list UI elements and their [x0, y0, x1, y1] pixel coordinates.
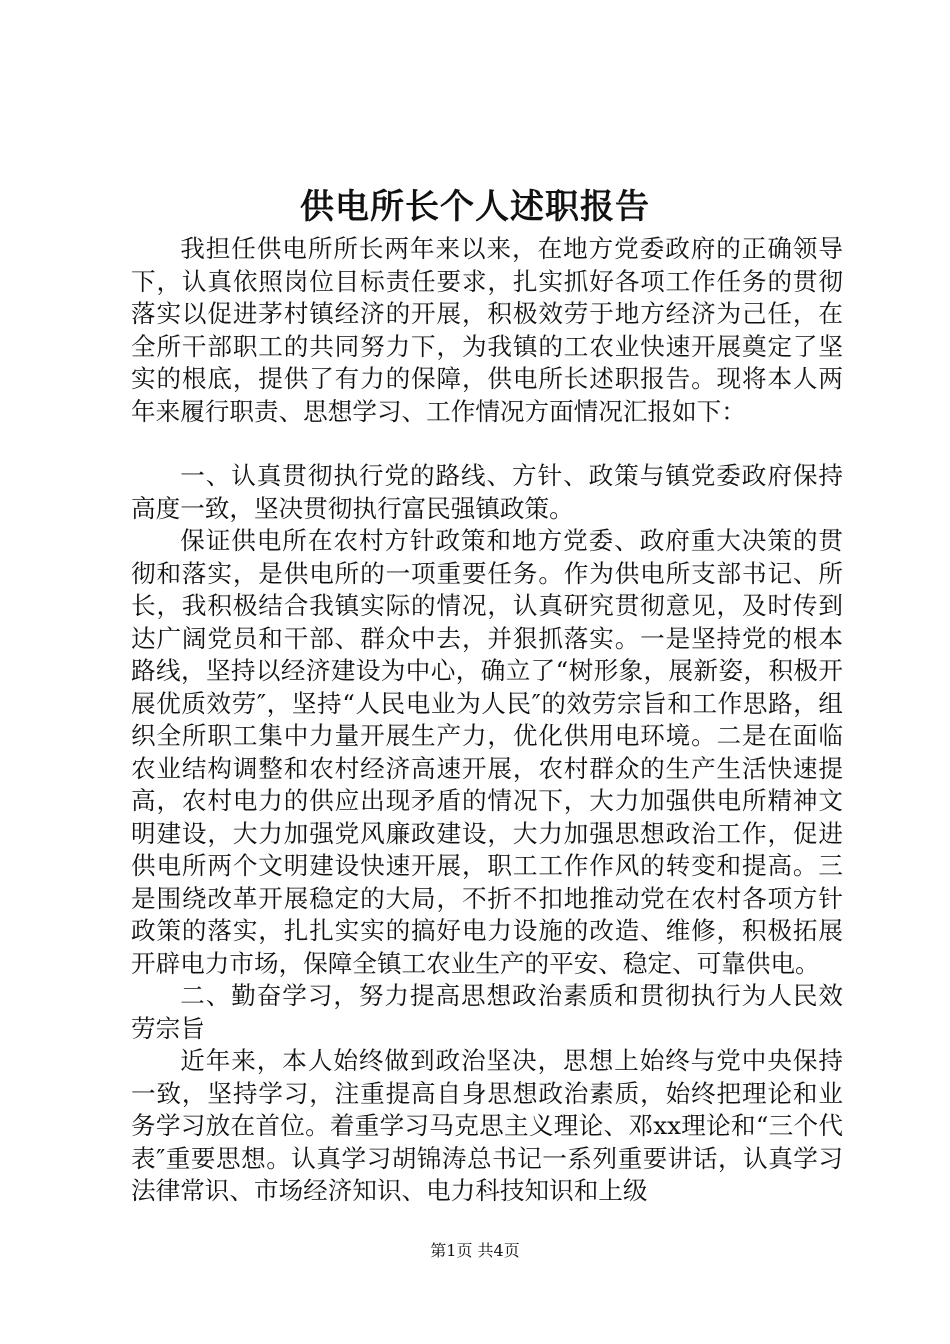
- paragraph-intro: 我担任供电所所长两年来以来，在地方党委政府的正确领导下，认真依照岗位目标责任要求，扎实抓好各项工作任务的贯彻落实以促进茅村镇经济的开展，积极效劳于地方经济为己任，在全所干部职工的共同努力下，为我镇的工农业快速开展奠定了坚实的根底，提供了有力的保障，供电所长述职报告。现将本人两年来履行职责、思想学习、工作情况方面情况汇报如下：: [131, 234, 843, 426]
- paragraph-section-two-heading: 二、勤奋学习，努力提高思想政治素质和贯彻执行为人民效劳宗旨: [131, 981, 843, 1043]
- document-body: [131, 233, 843, 1208]
- paragraph-section-two-body: 近年来，本人始终做到政治坚决，思想上始终与党中央保持一致，坚持学习，注重提高自身思想政治素质，始终把理论和业务学习放在首位。着重学习马克思主义理论、邓xx理论和“三个代表″重要思想。认真学习胡锦涛总书记一系列重要讲话，认真学习法律常识、市场经济知识、电力科技知识和上级: [131, 1046, 843, 1205]
- paragraph-section-one-body: 保证供电所在农村方针政策和地方党委、政府重大决策的贯彻和落实，是供电所的一项重要任务。作为供电所支部书记、所长，我积极结合我镇实际的情况，认真研究贯彻意见，及时传到达广阔党员和干部、群众中去，并狠抓落实。一是坚持党的根本路线，坚持以经济建设为中心，确立了“树形象，展新姿，积极开展优质效劳″，坚持“人民电业为人民″的效劳宗旨和工作思路，组织全所职工集中力量开展生产力，优化供用电环境。二是在面临农业结构调整和农村经济高速开展，农村群众的生产生活快速提高，农村电力的供应出现矛盾的情况下，大力加强供电所精神文明建设，大力加强党风廉政建设，大力加强思想政治工作，促进供电所两个文明建设快速开展，职工工作作风的转变和提高。三是围绕改革开展稳定的大局，不折不扣地推动党在农村各项方针政策的落实，扎扎实实的搞好电力设施的改造、维修，积极拓展开辟电力市场，保障全镇工农业生产的平安、稳定、可靠供电。: [131, 526, 843, 978]
- document-title: 供电所长个人述职报告: [300, 187, 650, 227]
- page-footer: 第1页 共4页: [430, 1241, 520, 1260]
- paragraph-gap: [131, 428, 843, 460]
- paragraph-section-one-heading: 一、认真贯彻执行党的路线、方针、政策与镇党委政府保持高度一致，坚决贯彻执行富民强镇政策。: [131, 461, 843, 523]
